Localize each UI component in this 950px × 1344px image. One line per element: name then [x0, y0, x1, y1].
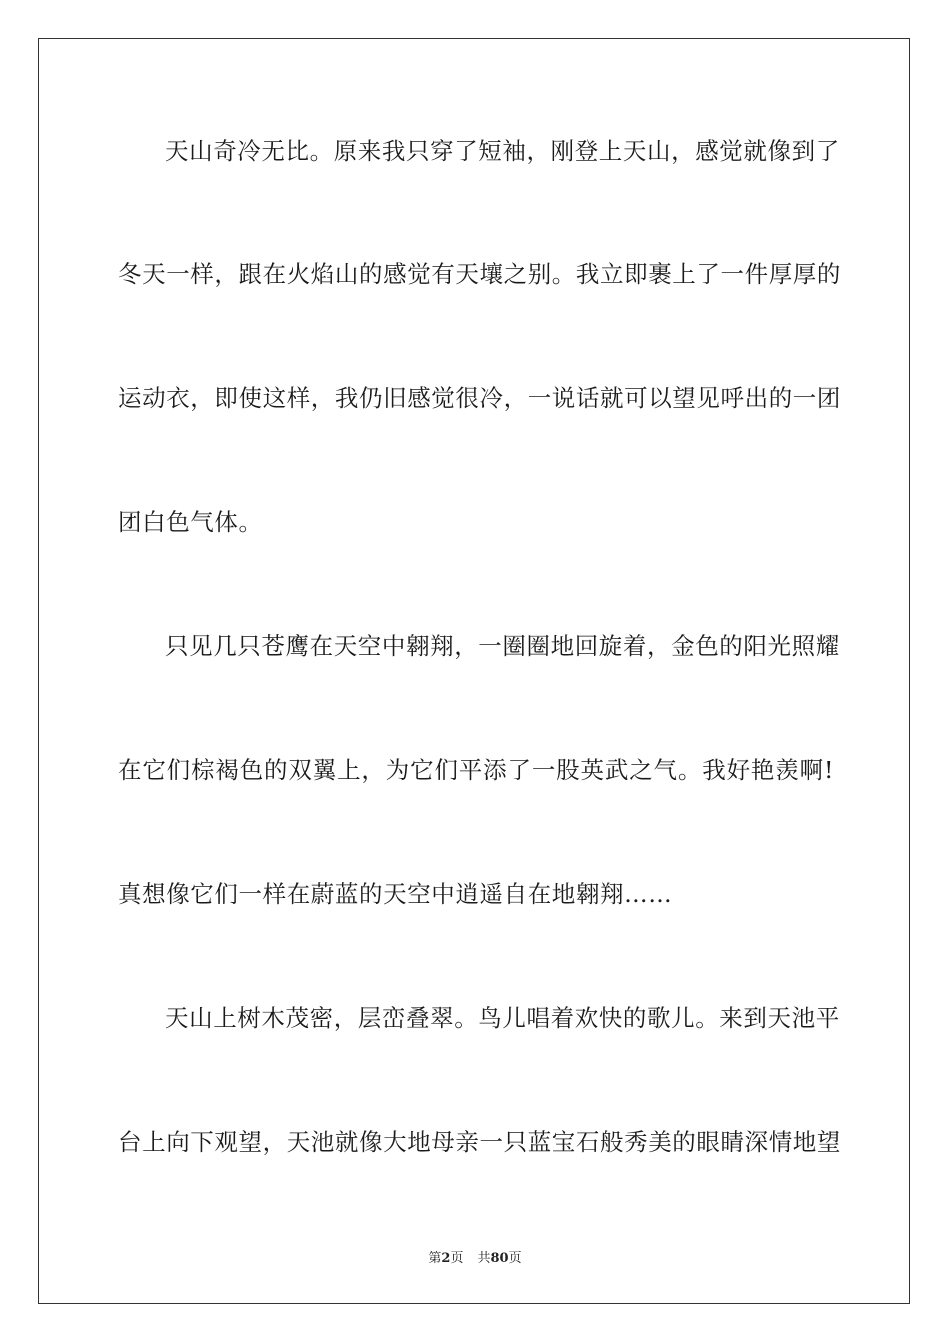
page-suffix: 页	[450, 1251, 464, 1266]
page-prefix: 第	[428, 1251, 442, 1266]
total-prefix: 共	[477, 1251, 491, 1266]
total-suffix: 页	[508, 1251, 522, 1266]
paragraph-line-4: 团白色气体。	[118, 508, 263, 536]
paragraph-line-2: 冬天一样，跟在火焰山的感觉有天壤之别。我立即裹上了一件厚厚的	[118, 260, 841, 288]
paragraph-line-3: 运动衣，即使这样，我仍旧感觉很冷，一说话就可以望见呼出的一团	[118, 384, 841, 412]
paragraph-line-7: 真想像它们一样在蔚蓝的天空中逍遥自在地翱翔……	[118, 880, 673, 908]
page-border	[38, 38, 910, 1304]
page-number: 2	[441, 1251, 451, 1266]
page-footer	[0, 1247, 950, 1266]
paragraph-line-1: 天山奇冷无比。原来我只穿了短袖，刚登上天山，感觉就像到了	[165, 137, 840, 165]
paragraph-line-5: 只见几只苍鹰在天空中翱翔，一圈圈地回旋着，金色的阳光照耀	[165, 632, 840, 660]
total-pages: 80	[490, 1251, 509, 1266]
paragraph-line-8: 天山上树木茂密，层峦叠翠。鸟儿唱着欢快的歌儿。来到天池平	[165, 1004, 840, 1032]
paragraph-line-9: 台上向下观望，天池就像大地母亲一只蓝宝石般秀美的眼睛深情地望	[118, 1128, 841, 1156]
paragraph-line-6: 在它们棕褐色的双翼上，为它们平添了一股英武之气。我好艳羡啊!	[118, 756, 834, 784]
